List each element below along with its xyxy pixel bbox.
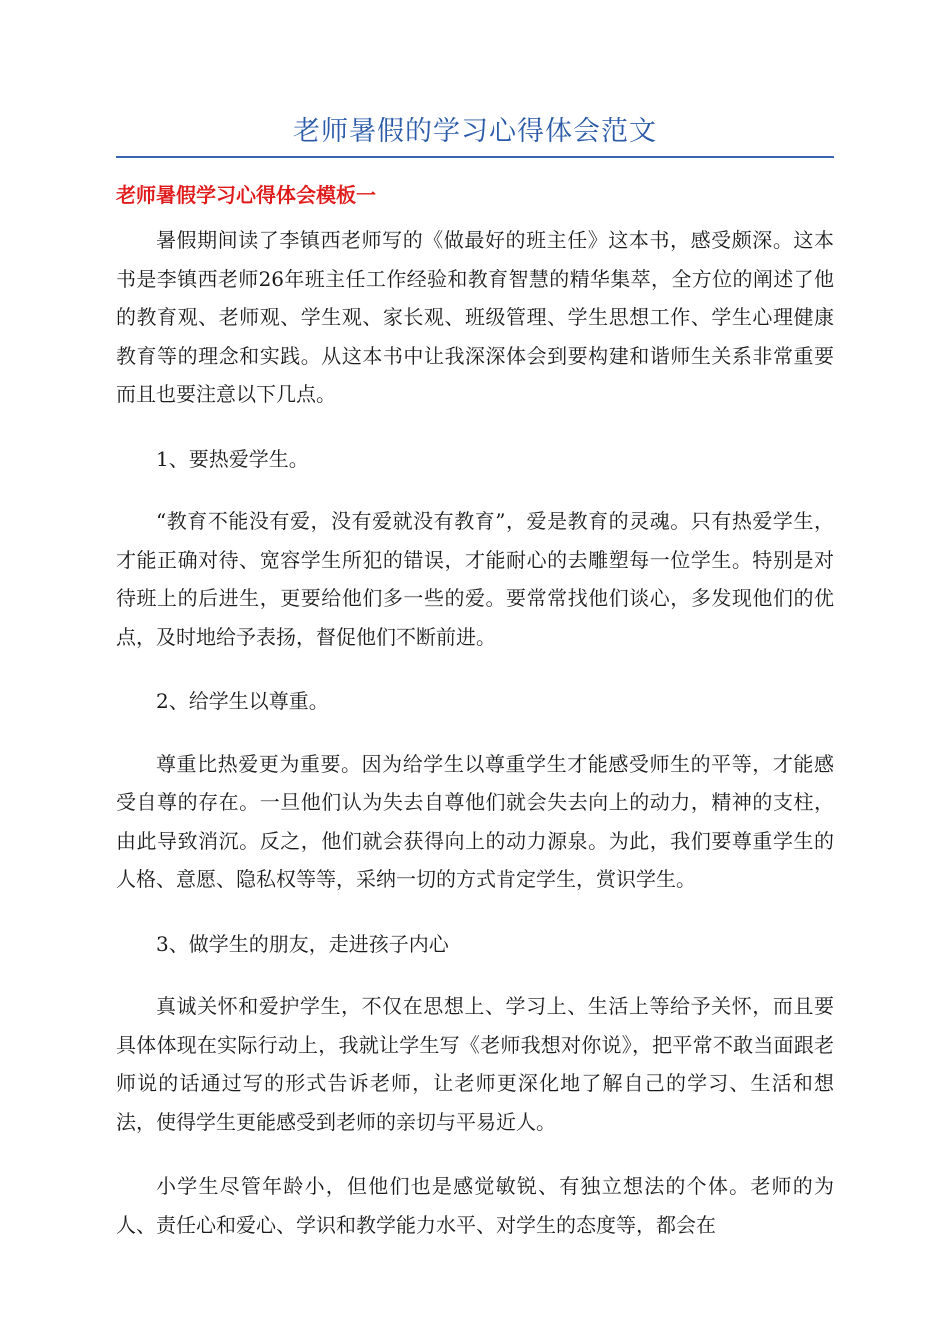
paragraph-closing: 小学生尽管年龄小，但他们也是感觉敏锐、有独立想法的个体。老师的为人、责任心和爱心、学识和教学能力水平、对学生的态度等，都会在 <box>116 1174 834 1237</box>
paragraph-point-2: 尊重比热爱更为重要。因为给学生以尊重学生才能感受师生的平等，才能感受自尊的存在。一旦他们认为失去自尊他们就会失去向上的动力，精神的支柱，由此导致消沉。反之，他们就会获得向上的动力源泉。为此，我们要尊重学生的人格、意愿、隐私权等等，采纳一切的方式肯定学生，赏识学生。 <box>116 751 834 891</box>
point-heading-3: 3、做学生的朋友，走进孩子内心 <box>156 931 449 956</box>
point-heading-1: 1、要热爱学生。 <box>156 446 309 471</box>
title-divider <box>116 156 834 158</box>
paragraph-point-3: 真诚关怀和爱护学生，不仅在思想上、学习上、生活上等给予关怀，而且要具体体现在实际行动上，我就让学生写《老师我想对你说》，把平常不敢当面跟老师说的话通过写的形式告诉老师，让老师更深化地了解自己的学习、生活和想法，使得学生更能感受到老师的亲切与平易近人。 <box>116 994 834 1134</box>
point-heading-2: 2、给学生以尊重。 <box>156 689 329 713</box>
document-title: 老师暑假的学习心得体会范文 <box>293 116 657 147</box>
paragraph-intro: 暑假期间读了李镇西老师写的《做最好的班主任》这本书，感受颇深。这本书是李镇西老师26年班主任工作经验和教育智慧的精华集萃，全方位的阐述了他的教育观、老师观、学生观、家长观、班级管理、学生思想工作、学生心理健康教育等的理念和实践。从这本书中让我深深体会到要构建和谐师生关系非常重要而且也要注意以下几点。 <box>116 228 834 406</box>
document-page <box>116 0 834 1244</box>
section-heading: 老师暑假学习心得体会模板一 <box>116 183 376 207</box>
paragraph-point-1: “教育不能没有爱，没有爱就没有教育”，爱是教育的灵魂。只有热爱学生，才能正确对待、宽容学生所犯的错误，才能耐心的去雕塑每一位学生。特别是对待班上的后进生，更要给他们多一些的爱。要常常找他们谈心，多发现他们的优点，及时地给予表扬，督促他们不断前进。 <box>116 509 834 649</box>
